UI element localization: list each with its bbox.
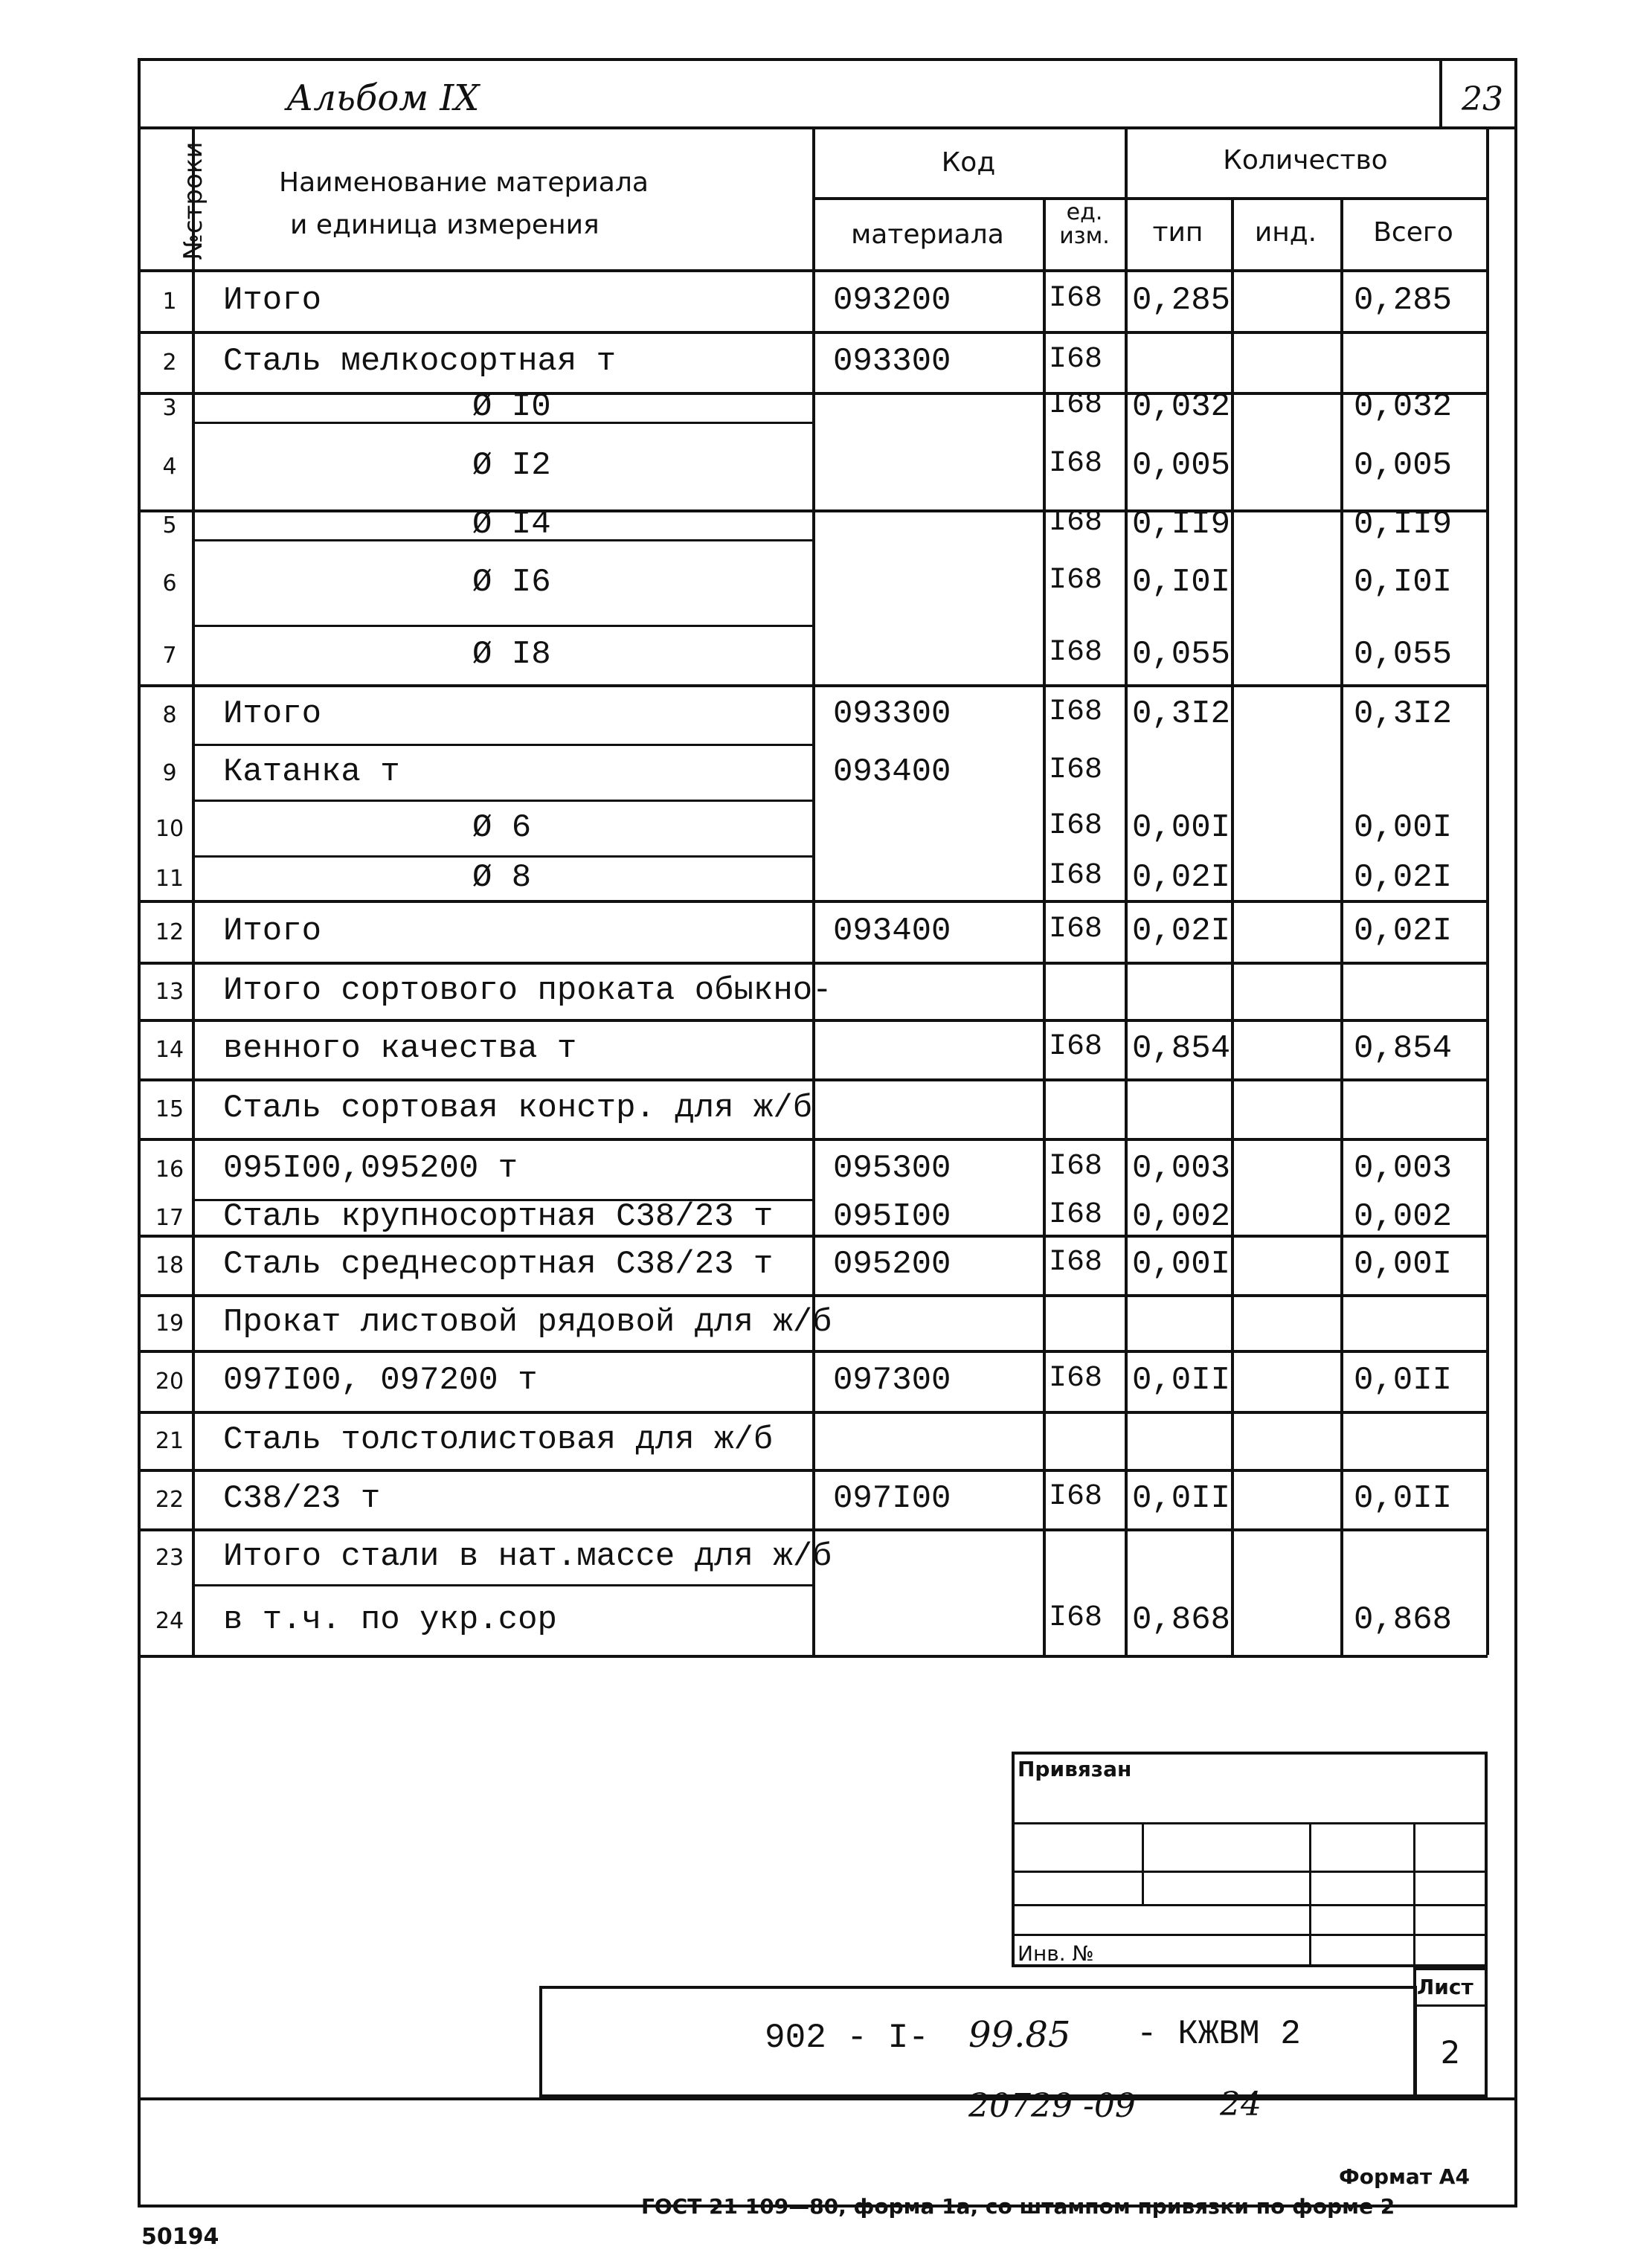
qty-total: 0,002 — [1354, 1198, 1453, 1235]
material-name: Итого стали в нат.массе для ж/б — [223, 1537, 832, 1575]
qty-type: 0,00I — [1132, 808, 1231, 846]
unit-code: I68 — [1049, 447, 1103, 480]
stamp-line-3 — [1012, 1904, 1488, 1906]
material-name: Прокат листовой рядовой для ж/б — [223, 1303, 832, 1341]
qty-total: 0,055 — [1354, 636, 1453, 673]
row-divider — [138, 1469, 1488, 1472]
unit-code: I68 — [1049, 563, 1103, 597]
material-code: 093300 — [833, 343, 951, 380]
row-number: 3 — [162, 395, 177, 421]
page-number: 23 — [1462, 80, 1503, 118]
row-number: 21 — [155, 1428, 184, 1454]
row-divider — [192, 1584, 812, 1586]
sheet-divider — [1413, 2004, 1488, 2007]
material-name: Сталь крупносортная С38/23 т — [223, 1198, 774, 1235]
unit-code: I68 — [1049, 1150, 1103, 1183]
row-number: 16 — [155, 1157, 184, 1183]
header-subdivider — [812, 197, 1488, 200]
qty-type: 0,I0I — [1132, 563, 1231, 601]
header-qty-total: Всего — [1373, 217, 1453, 248]
unit-code: I68 — [1049, 1030, 1103, 1064]
unit-code: I68 — [1049, 1362, 1103, 1395]
row-divider — [138, 684, 1488, 687]
material-name: Ø I0 — [472, 388, 551, 425]
row-number: 5 — [162, 512, 177, 538]
qty-type: 0,854 — [1132, 1030, 1231, 1067]
qty-total: 0,005 — [1354, 447, 1453, 484]
row-number: 20 — [155, 1369, 184, 1395]
material-name: Итого — [223, 281, 322, 319]
stamp-col-3 — [1413, 1822, 1415, 1967]
table-right-edge — [1486, 126, 1489, 1655]
material-code: 093400 — [833, 753, 951, 791]
row-divider — [192, 625, 812, 627]
material-name: Ø I2 — [472, 447, 551, 484]
material-code: 095200 — [833, 1246, 951, 1283]
stamp-col-2 — [1309, 1822, 1311, 1967]
header-code-unit: ед. изм. — [1059, 199, 1110, 249]
row-number: 13 — [155, 978, 184, 1005]
material-name: Ø I8 — [472, 636, 551, 673]
col-line-ind — [1231, 197, 1234, 1655]
unit-code: I68 — [1049, 753, 1103, 787]
material-name: венного качества т — [223, 1030, 577, 1067]
row-number: 18 — [155, 1253, 184, 1279]
qty-type: 0,0II — [1132, 1362, 1231, 1399]
qty-total: 0,285 — [1354, 281, 1453, 319]
qty-total: 0,I0I — [1354, 563, 1453, 601]
header-qty: Количество — [1223, 145, 1388, 176]
unit-code: I68 — [1049, 1601, 1103, 1635]
header-name-line2: и единица измерения — [290, 210, 600, 240]
col-line-qty — [1125, 126, 1128, 1655]
row-number: 12 — [155, 919, 184, 945]
row-divider — [138, 1019, 1488, 1022]
material-code: 097I00 — [833, 1480, 951, 1517]
material-code: 093400 — [833, 912, 951, 950]
row-number: 7 — [162, 643, 177, 669]
col-line-unit — [1043, 197, 1046, 1655]
col-line-rowno — [192, 126, 195, 1655]
page-number-divider — [1439, 58, 1442, 129]
row-number: 9 — [162, 759, 177, 786]
unit-code: I68 — [1049, 1246, 1103, 1279]
material-name: 095I00,095200 т — [223, 1150, 518, 1187]
row-divider — [138, 1078, 1488, 1081]
material-name: Итого — [223, 695, 322, 733]
unit-code: I68 — [1049, 388, 1103, 422]
material-name: Итого — [223, 912, 322, 950]
unit-code: I68 — [1049, 343, 1103, 376]
row-number: 24 — [155, 1607, 184, 1634]
row-divider — [138, 509, 1488, 512]
qty-total: 0,02I — [1354, 912, 1453, 950]
unit-code: I68 — [1049, 1198, 1103, 1232]
doc-code-tail: - КЖВМ 2 — [1137, 2015, 1301, 2054]
material-name: Ø I6 — [472, 563, 551, 601]
stamp-line-1 — [1012, 1822, 1488, 1824]
qty-type: 0,005 — [1132, 447, 1231, 484]
material-name: в т.ч. по укр.сор — [223, 1601, 557, 1639]
title-divider — [138, 126, 1517, 129]
material-name: Ø 8 — [472, 859, 532, 896]
material-name: 097I00, 097200 т — [223, 1362, 538, 1399]
qty-type: 0,003 — [1132, 1150, 1231, 1187]
row-divider — [192, 855, 812, 858]
qty-total: 0,0II — [1354, 1480, 1453, 1517]
format-label: Формат А4 — [1339, 2164, 1470, 2189]
archive-number: 50194 — [141, 2224, 219, 2250]
row-number: 23 — [155, 1544, 184, 1571]
material-name: Сталь мелкосортная т — [223, 343, 617, 380]
unit-code: I68 — [1049, 636, 1103, 669]
row-divider — [138, 962, 1488, 965]
handwritten-number: 20729 -09 — [968, 2087, 1136, 2125]
qty-type: 0,055 — [1132, 636, 1231, 673]
qty-type: 0,285 — [1132, 281, 1231, 319]
qty-total: 0,II9 — [1354, 506, 1453, 543]
material-name: Итого сортового проката обыкно- — [223, 971, 832, 1009]
row-divider — [138, 1411, 1488, 1414]
qty-type: 0,II9 — [1132, 506, 1231, 543]
qty-total: 0,3I2 — [1354, 695, 1453, 733]
bottom-rule — [138, 2097, 1517, 2100]
unit-code: I68 — [1049, 808, 1103, 843]
header-code: Код — [941, 147, 996, 178]
material-name: Сталь толстолистовая для ж/б — [223, 1421, 774, 1459]
row-number: 10 — [155, 815, 184, 842]
handwritten-page: 24 — [1220, 2086, 1262, 2123]
qty-type: 0,00I — [1132, 1246, 1231, 1283]
row-number: 2 — [162, 350, 177, 376]
qty-type: 0,0II — [1132, 1480, 1231, 1517]
row-number: 22 — [155, 1487, 184, 1513]
row-number: 14 — [155, 1037, 184, 1063]
material-name: Ø I4 — [472, 506, 551, 543]
row-number: 4 — [162, 454, 177, 480]
sheet-label: Лист — [1417, 1975, 1473, 1999]
row-number: 17 — [155, 1205, 184, 1231]
qty-total: 0,003 — [1354, 1150, 1453, 1187]
qty-type: 0,02I — [1132, 912, 1231, 950]
row-number: 1 — [162, 288, 177, 315]
qty-type: 0,3I2 — [1132, 695, 1231, 733]
header-qty-type: тип — [1152, 217, 1203, 248]
stamp-line-2 — [1012, 1871, 1488, 1873]
material-name: Катанка т — [223, 753, 400, 791]
unit-code: I68 — [1049, 506, 1103, 539]
qty-type: 0,002 — [1132, 1198, 1231, 1235]
header-bottom — [138, 269, 1488, 272]
sheet-number: 2 — [1440, 2034, 1461, 2071]
qty-type: 0,868 — [1132, 1601, 1231, 1639]
material-code: 095I00 — [833, 1198, 951, 1235]
row-number: 8 — [162, 702, 177, 728]
row-number: 19 — [155, 1310, 184, 1337]
binding-label: Привязан — [1018, 1757, 1132, 1781]
row-divider — [138, 1528, 1488, 1531]
row-number: 11 — [155, 866, 184, 892]
header-qty-ind: инд. — [1254, 217, 1317, 248]
material-name: Сталь среднесортная С38/23 т — [223, 1246, 774, 1283]
row-divider — [138, 900, 1488, 903]
qty-total: 0,00I — [1354, 808, 1453, 846]
header-row-no: №строки — [179, 141, 208, 260]
row-divider — [192, 744, 812, 746]
qty-total: 0,00I — [1354, 1246, 1453, 1283]
qty-total: 0,854 — [1354, 1030, 1453, 1067]
doc-code-handwritten: 99.85 — [968, 2014, 1071, 2056]
unit-code: I68 — [1049, 695, 1103, 729]
unit-code: I68 — [1049, 1480, 1103, 1514]
qty-total: 0,0II — [1354, 1362, 1453, 1399]
header-code-material: материала — [851, 219, 1004, 250]
header-name-line1: Наименование материала — [279, 167, 649, 198]
qty-total: 0,032 — [1354, 388, 1453, 425]
material-code: 095300 — [833, 1150, 951, 1187]
material-name: С38/23 т — [223, 1480, 381, 1517]
doc-code: 902 - I- — [765, 2019, 929, 2057]
row-number: 15 — [155, 1096, 184, 1122]
qty-type: 0,032 — [1132, 388, 1231, 425]
unit-code: I68 — [1049, 912, 1103, 946]
row-number: 6 — [162, 570, 177, 597]
material-code: 097300 — [833, 1362, 951, 1399]
unit-code: I68 — [1049, 859, 1103, 893]
col-line-total — [1340, 197, 1343, 1655]
inv-label: Инв. № — [1018, 1941, 1094, 1966]
album-title: Альбом IX — [286, 77, 480, 119]
stamp-line-4 — [1012, 1934, 1488, 1936]
material-code: 093200 — [833, 281, 951, 319]
qty-total: 0,02I — [1354, 859, 1453, 896]
row-divider — [138, 392, 1488, 395]
row-divider — [138, 1350, 1488, 1353]
col-line-name — [812, 126, 815, 1655]
row-divider — [138, 331, 1488, 334]
stamp-col-1 — [1142, 1822, 1144, 1904]
row-divider — [192, 800, 812, 802]
material-name: Ø 6 — [472, 808, 532, 846]
gost-line: ГОСТ 21 109—80, форма 1а, со штампом привязки по форме 2 — [641, 2194, 1395, 2219]
row-divider — [138, 1294, 1488, 1297]
row-divider — [138, 1138, 1488, 1141]
material-name: Сталь сортовая констр. для ж/б — [223, 1090, 813, 1127]
table-bottom — [138, 1655, 1488, 1658]
material-code: 093300 — [833, 695, 951, 733]
qty-type: 0,02I — [1132, 859, 1231, 896]
qty-total: 0,868 — [1354, 1601, 1453, 1639]
unit-code: I68 — [1049, 281, 1103, 315]
